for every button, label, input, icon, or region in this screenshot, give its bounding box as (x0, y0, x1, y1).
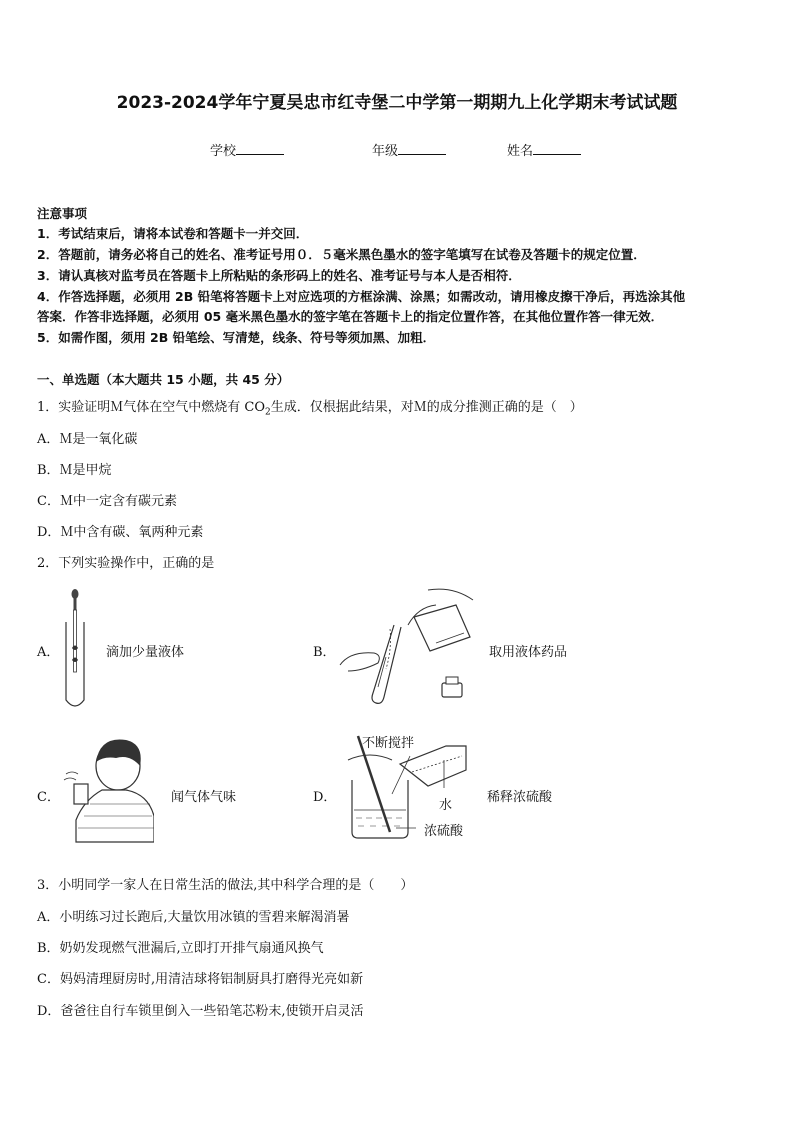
pour-liquid-image (338, 585, 478, 713)
q1-stem-after: 生成．仅根据此结果，对Ｍ的成分推测正确的是（ ） (270, 400, 583, 415)
q3-option-d: D．爸爸往自行车锁里倒入一些铅笔芯粉末,使锁开启灵活 (37, 1004, 364, 1019)
q2-c-label: C． (37, 790, 60, 805)
grade-field (372, 140, 446, 159)
q1-option-d: D．Ｍ中含有碳、氧两种元素 (37, 525, 204, 540)
school-field (210, 140, 284, 159)
q2-c-text: 闻气体气味 (171, 790, 237, 805)
q3-option-b: B．奶奶发现燃气泄漏后,立即打开排气扇通风换气 (37, 941, 324, 956)
notice-item-5: 5．如需作图，须用 2B 铅笔绘、写清楚，线条、符号等须加黑、加粗． (37, 330, 436, 345)
q1-stem-sub: 2 (265, 407, 271, 418)
q2-a-label: A． (37, 645, 60, 660)
q2-b-text: 取用液体药品 (489, 645, 568, 660)
q2-a-text: 滴加少量液体 (106, 645, 185, 660)
dropper-in-tube-image (60, 588, 90, 712)
d-water-label: 水 (439, 798, 453, 813)
school-blank (236, 142, 284, 155)
q1-option-b: B．Ｍ是甲烷 (37, 463, 112, 478)
section-heading: 一、单选题（本大题共 15 小题，共 45 分） (37, 372, 290, 387)
name-label: 姓名 (507, 144, 534, 159)
q3-option-c: C．妈妈清理厨房时,用清洁球将铝制厨具打磨得光亮如新 (37, 972, 364, 987)
q1-option-a: A．Ｍ是一氧化碳 (37, 432, 138, 447)
notice-item-4: 4．作答选择题，必须用 2B 铅笔将答题卡上对应选项的方框涂满、涂黑；如需改动，请用橡皮擦干净后，再选涂其他 (37, 289, 686, 304)
q2-d-label: D． (313, 790, 337, 805)
notice-item-2: 2．答题前，请务必将自己的姓名、准考证号用０．５毫米黑色墨水的签字笔填写在试卷及答题卡的规定位置． (37, 247, 646, 262)
grade-blank (398, 142, 446, 155)
smell-gas-image (62, 734, 154, 844)
notice-item-3: 3．请认真核对监考员在答题卡上所粘贴的条形码上的姓名、准考证号与本人是否相符． (37, 268, 521, 283)
grade-label: 年级 (372, 144, 399, 159)
page-title: 2023-2024学年宁夏吴忠市红寺堡二中学第一期期九上化学期末考试试题 (116, 93, 678, 113)
q1-option-c: C．Ｍ中一定含有碳元素 (37, 494, 177, 509)
q3-stem: 3．小明同学一家人在日常生活的做法,其中科学合理的是（ ） (37, 878, 414, 893)
q1-stem-before: 1．实验证明Ｍ气体在空气中燃烧有 CO (37, 400, 266, 415)
notice-item-4-cont: 答案．作答非选择题，必须用 05 毫米黑色墨水的签字笔在答题卡上的指定位置作答，在其他位置作答一律无效． (37, 309, 664, 324)
name-field (507, 140, 581, 159)
q2-stem: 2．下列实验操作中，正确的是 (37, 556, 215, 571)
name-blank (533, 142, 581, 155)
q2-b-label: B． (313, 645, 336, 660)
q2-d-text: 稀释浓硫酸 (487, 790, 553, 805)
q3-option-a: A．小明练习过长跑后,大量饮用冰镇的雪碧来解渴消暑 (37, 910, 350, 925)
q1-stem (37, 396, 583, 418)
notice-item-1: 1．考试结束后，请将本试卷和答题卡一并交回． (37, 226, 309, 241)
d-acid-label: 浓硫酸 (424, 824, 464, 839)
notice-heading: 注意事项 (37, 206, 88, 221)
school-label: 学校 (210, 144, 237, 159)
d-stir-label: 不断搅拌 (362, 736, 415, 751)
